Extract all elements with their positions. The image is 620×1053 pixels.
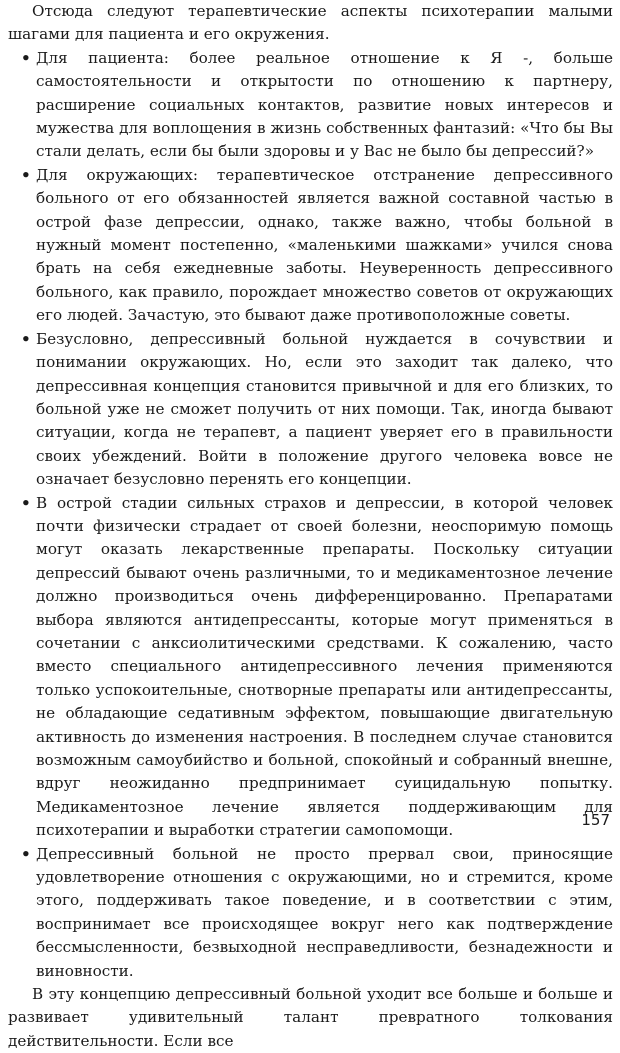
bullet-marker: • [21, 48, 31, 67]
bullet-marker: • [21, 165, 31, 184]
bullet-text: Безусловно, депрессивный больной нуждается в сочувствии и понимании окружающих. Но, если это заходит так далеко, что депрессивная концепция становится привычной и для его близких, то больной уже не сможет получить от них помощи. Так, иногда бывают ситуации, когда не терапевт, а пациент уверяет его в правильности своих убеждений. Войти в положение другого человека вовсе не означает безусловно перенять его концепции. [36, 329, 613, 489]
bullet-marker: • [21, 493, 31, 512]
bullet-item-surroundings [8, 164, 613, 328]
bullet-text: Для окружающих: терапевтическое отстранение депрессивного больного от его обязанностей является важной составной частью в острой фазе депрессии, однако, также важно, чтобы больной в нужный момент постепенно, «маленькими шажками» учился снова брать на себя ежедневные заботы. Неуверенность депрессивного больного, как правило, порождает множество советов от окружающих его людей. Зачастую, это бывают даже противоположные советы. [36, 165, 613, 325]
bullet-item-behavior [8, 843, 613, 983]
bullet-text: Депрессивный больной не просто прервал свои, приносящие удовлетворение отношения с окружающими, но и стремится, кроме этого, поддерживать такое поведение, и в соответствии с этим, воспринимает все происходящее вокруг него как подтверждение бессмысленности, безвыходной несправедливости, безнадежности и виновности. [36, 844, 613, 980]
bullet-list [8, 47, 613, 983]
page-number: 157 [581, 810, 610, 829]
bullet-text: В острой стадии сильных страхов и депрессии, в которой человек почти физически страдает от своей болезни, неоспоримую помощь могут оказать лекарственные препараты. Поскольку ситуации депрессий бывают очень различными, то и медикаментозное лечение должно производиться очень дифференцированно. Препаратами выбора являются антидепрессанты, которые могут применяться в сочетании с анксиолитическими средствами. К сожалению, часто вместо специального антидепрессивного лечения применяются только успокоительные, снотворные препараты или антидепрессанты, не обладающие седативным эффектом, повышающие двигательную активность до изменения настроения. В последнем случае становится возможным самоубийство и больной, спокойный и собранный внешне, вдруг неожиданно предпринимает суицидальную попытку. Медикаментозное лечение является поддерживающим для психотерапии и выработки стратегии самопомощи. [36, 493, 613, 840]
intro-paragraph: Отсюда следуют терапевтические аспекты психотерапии малыми шагами для пациента и его окружения. [8, 2, 613, 44]
bullet-item-empathy [8, 328, 613, 492]
bullet-text: Для пациента: более реальное отношение к Я -, больше самостоятельности и открытости по отношению к партнеру, расширение социальных контактов, развитие новых интересов и мужества для воплощения в жизнь собственных фантазий: «Что бы Вы стали делать, если бы были здоровы и у Вас не было бы депрессий?» [36, 48, 613, 161]
closing-paragraph: В эту концепцию депрессивный больной уходит все больше и больше и развивает удивительный талант превратного толкования действительности. Если все [8, 985, 613, 1050]
page-body [8, 0, 613, 1053]
bullet-item-medication [8, 492, 613, 843]
bullet-marker: • [21, 844, 31, 863]
bullet-marker: • [21, 329, 31, 348]
bullet-item-patient [8, 47, 613, 164]
